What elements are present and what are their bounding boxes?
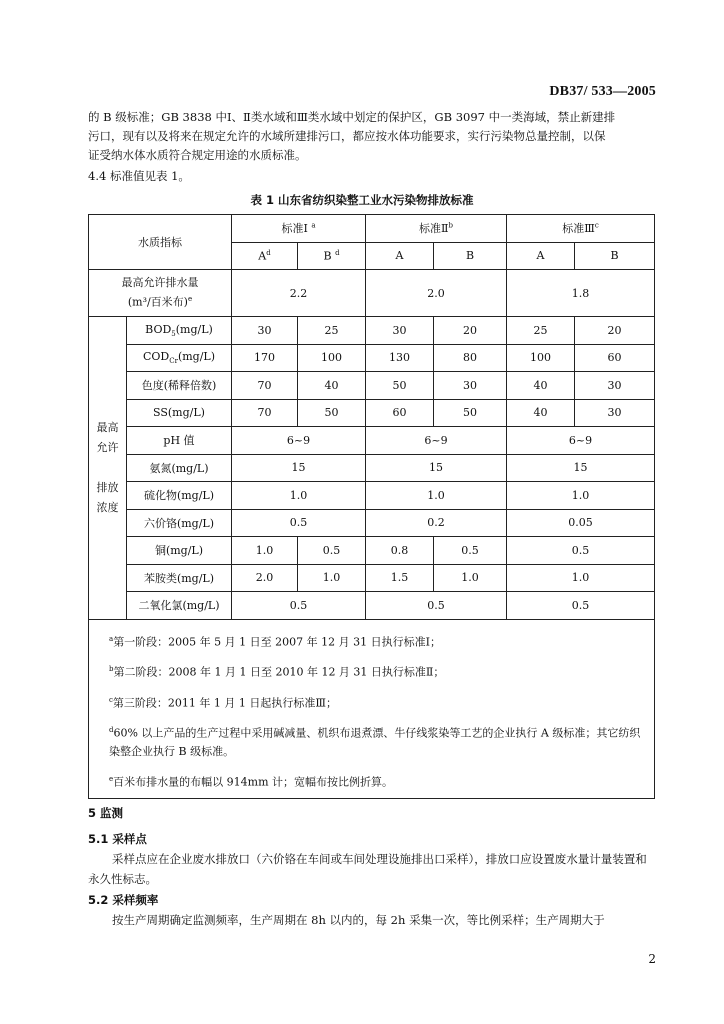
table-row: [89, 509, 655, 537]
row-label-bod: $BOD_5(mg/L)$: [127, 317, 232, 345]
cell: 40: [507, 372, 575, 400]
cell: 70: [232, 399, 298, 427]
row-label-clo2: 二氧化氯(mg/L): [127, 592, 232, 620]
table-row: [89, 537, 655, 565]
row-label-cu: 铜(mg/L): [127, 537, 232, 565]
cell: 1.0: [434, 564, 507, 592]
water-volume-label: 最高允许排水量 (m³/百米布)$^e$: [89, 270, 232, 317]
cell: 100: [507, 344, 575, 372]
table-caption: 表 1 山东省纺织染整工业水污染物排放标准: [250, 193, 474, 207]
cell: 30: [434, 372, 507, 400]
cell: 0.5: [507, 537, 655, 565]
cell: 40: [298, 372, 366, 400]
section-5-2-heading: 5.2 采样频率: [88, 893, 159, 907]
cell: 0.05: [507, 509, 655, 537]
std-3-header: 标准Ⅲ$^c$: [507, 215, 655, 243]
section-4-4: 4.4 标准值见表 1。: [88, 169, 190, 183]
page-number: 2: [648, 952, 656, 966]
cell: 0.5: [507, 592, 655, 620]
std-1-header: 标准Ⅰ $^a$: [232, 215, 366, 243]
row-label-nh: 氨氮(mg/L): [127, 454, 232, 482]
table-row: [89, 482, 655, 510]
cell: 50: [298, 399, 366, 427]
row-label-cr: 六价铬(mg/L): [127, 509, 232, 537]
sub-a: A: [366, 242, 434, 270]
cell: 40: [507, 399, 575, 427]
sub-b: B: [434, 242, 507, 270]
intro-line: 证受纳水体水质符合规定用途的水质标准。: [88, 148, 307, 162]
table-row: [89, 372, 655, 400]
table-row: [89, 454, 655, 482]
row-label-cod: $COD_{Cr}(mg/L)$: [127, 344, 232, 372]
cell: 0.5: [232, 509, 366, 537]
cell: 25: [507, 317, 575, 345]
table-row: [89, 619, 655, 798]
cell: 20: [434, 317, 507, 345]
para-5-2: 按生产周期确定监测频率，生产周期在 8h 以内的，每 2h 采集一次，等比例采样；生产周期大于: [112, 913, 605, 927]
cell: 6~9: [366, 427, 507, 455]
cell: 0.8: [366, 537, 434, 565]
cell: 2.0: [232, 564, 298, 592]
cell: 1.5: [366, 564, 434, 592]
cell: 2.2: [232, 270, 366, 317]
row-label-color: 色度(稀释倍数): [127, 372, 232, 400]
row-label-ss: SS(mg/L): [127, 399, 232, 427]
cell: 50: [366, 372, 434, 400]
note: $^a$第一阶段：2005 年 5 月 1 日至 2007 年 12 月 31 日执行标准Ⅰ；: [109, 634, 441, 649]
table-row: [89, 215, 655, 243]
cell: 1.0: [507, 482, 655, 510]
section-5-1-heading: 5.1 采样点: [88, 832, 147, 846]
table-row: [89, 317, 655, 345]
note: $^d$60% 以上产品的生产过程中采用碱减量、机织布退煮漂、牛仔线浆染等工艺的企业执行 A 级标准；其它纺织染整企业执行 B 级标准。: [109, 726, 641, 759]
cell: 20: [575, 317, 655, 345]
cell: 15: [232, 454, 366, 482]
cell: 0.5: [434, 537, 507, 565]
section-5-heading: 5 监测: [88, 806, 124, 820]
cell: 1.8: [507, 270, 655, 317]
sub-b: B $^d$: [298, 242, 366, 270]
standard-number: DB37/ 533—2005: [549, 84, 656, 99]
sub-a: A: [507, 242, 575, 270]
table-row: [89, 344, 655, 372]
cell: 80: [434, 344, 507, 372]
cell: 0.5: [232, 592, 366, 620]
intro-line: 的 B 级标准；GB 3838 中Ⅰ、Ⅱ类水域和Ⅲ类水域中划定的保护区，GB 3097 中一类海域，禁止新建排: [88, 110, 616, 124]
cell: 30: [575, 372, 655, 400]
note: $^e$百米布排水量的布幅以 914mm 计；宽幅布按比例折算。: [109, 775, 394, 789]
note: $^b$第二阶段：2008 年 1 月 1 日至 2010 年 12 月 31 日执行标准Ⅱ；: [109, 665, 445, 679]
table-row: [89, 270, 655, 317]
cell: 170: [232, 344, 298, 372]
cell: 130: [366, 344, 434, 372]
emission-standard-table: [88, 214, 655, 799]
row-label-ph: pH 值: [127, 427, 232, 455]
cell: 2.0: [366, 270, 507, 317]
cell: 30: [366, 317, 434, 345]
row-label-aniline: 苯胺类(mg/L): [127, 564, 232, 592]
intro-paragraph: [88, 108, 648, 165]
cell: 1.0: [232, 537, 298, 565]
cell: 1.0: [366, 482, 507, 510]
table-notes: [89, 619, 655, 798]
cell: 1.0: [298, 564, 366, 592]
cell: 1.0: [507, 564, 655, 592]
col-header: 水质指标: [89, 215, 232, 270]
cell: 6~9: [507, 427, 655, 455]
cell: 50: [434, 399, 507, 427]
para-5-1: 采样点应在企业废水排放口（六价铬在车间或车间处理设施排出口采样），排放口应设置废水量计量装置和永久性标志。: [88, 852, 647, 886]
cell: 15: [507, 454, 655, 482]
note: $^c$第三阶段：2011 年 1 月 1 日起执行标准Ⅲ；: [109, 695, 338, 710]
cell: 15: [366, 454, 507, 482]
cell: 30: [575, 399, 655, 427]
std-2-header: 标准Ⅱ$^b$: [366, 215, 507, 243]
cell: 25: [298, 317, 366, 345]
side-label: 最高 允许 排放 浓度: [89, 317, 127, 620]
row-label-sulfide: 硫化物(mg/L): [127, 482, 232, 510]
cell: 0.5: [298, 537, 366, 565]
cell: 30: [232, 317, 298, 345]
intro-line: 污口，现有以及将来在规定允许的水域所建排污口，都应按水体功能要求，实行污染物总量控制，以保: [88, 129, 606, 143]
sub-b: B: [575, 242, 655, 270]
table-row: [89, 399, 655, 427]
cell: 1.0: [232, 482, 366, 510]
sub-a: $A^d$: [232, 242, 298, 270]
cell: 6~9: [232, 427, 366, 455]
table-row: [89, 427, 655, 455]
cell: 0.2: [366, 509, 507, 537]
table-row: [89, 564, 655, 592]
cell: 60: [575, 344, 655, 372]
cell: 70: [232, 372, 298, 400]
cell: 0.5: [366, 592, 507, 620]
cell: 100: [298, 344, 366, 372]
cell: 60: [366, 399, 434, 427]
table-row: [89, 592, 655, 620]
